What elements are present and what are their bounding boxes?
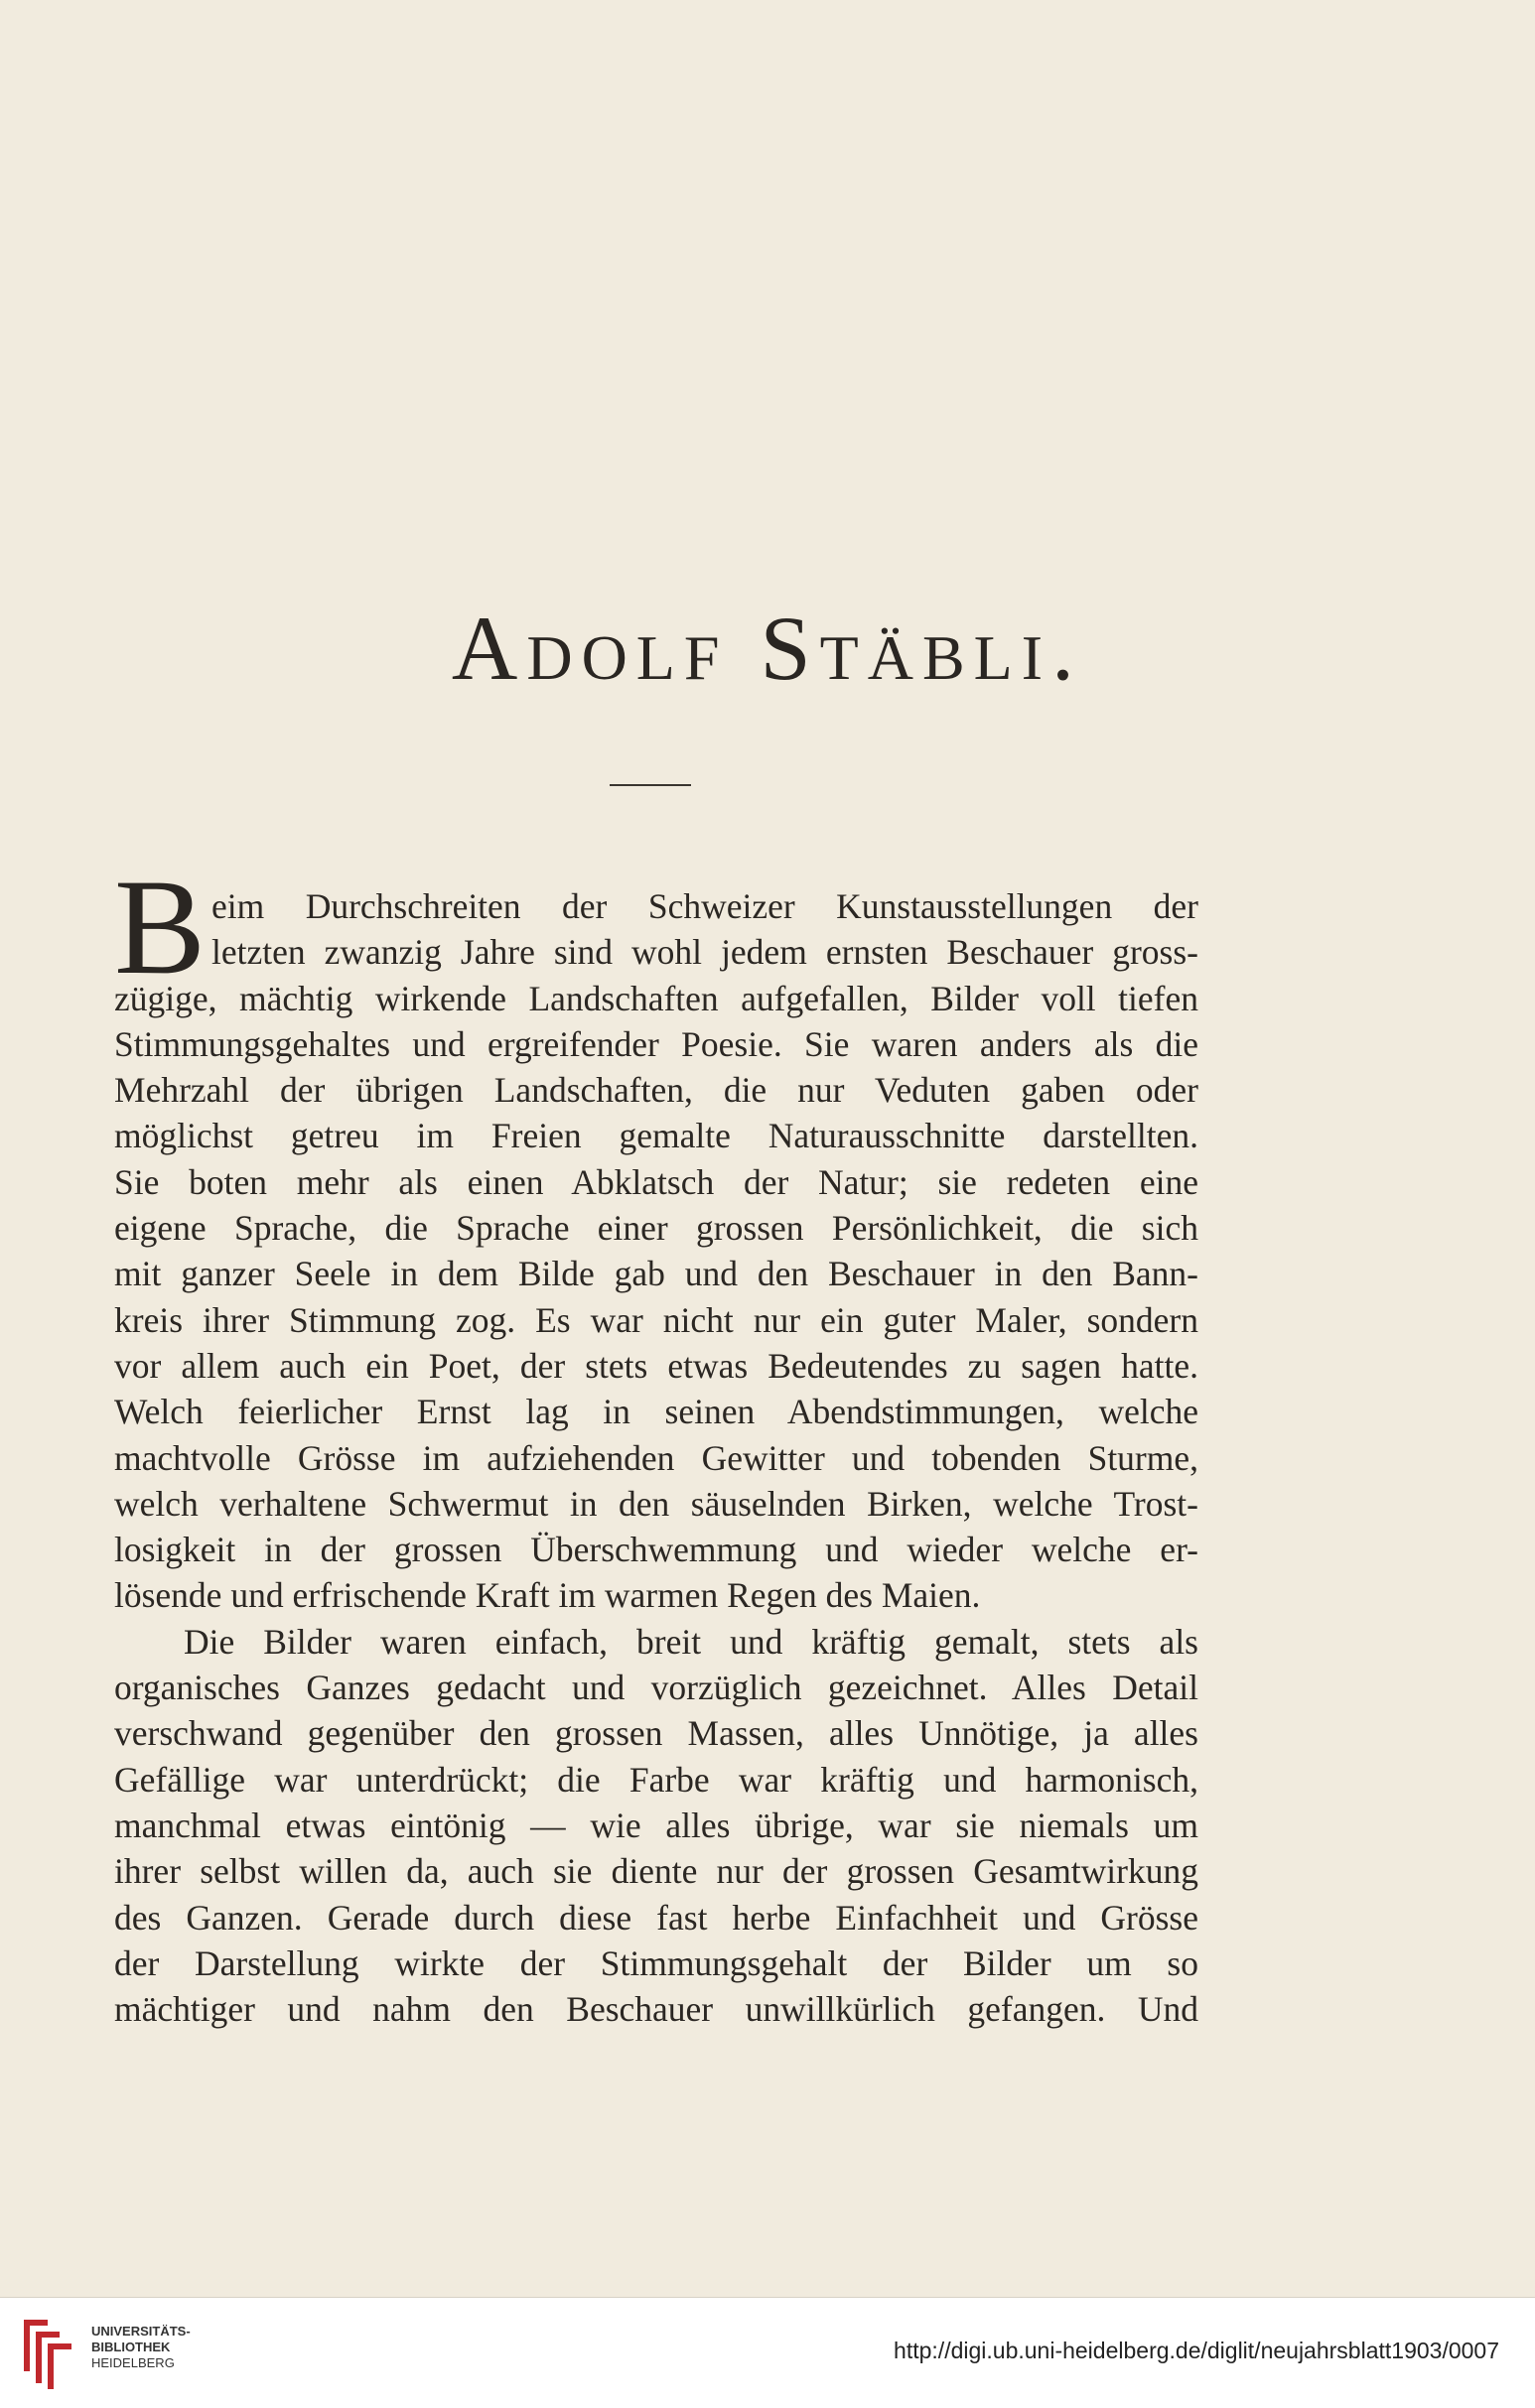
text-line: eigene Sprache, die Sprache einer grossen Persönlichkeit, die sich [114,1208,1198,1249]
text-line: welch verhaltene Schwermut in den säuselnden Birken, welche Trost- [114,1483,1198,1524]
library-name-line: BIBLIOTHEK [91,2340,171,2354]
text-line: ihrer selbst willen da, auch sie diente nur der grossen Gesamtwirkung [114,1851,1198,1892]
text-line: mit ganzer Seele in dem Bilde gab und den Beschauer in den Bann- [114,1254,1198,1294]
page-title: Adolf Stäbli. [451,598,1084,699]
library-name-line: HEIDELBERG [91,2355,175,2370]
text-line: mächtiger und nahm den Beschauer unwillkürlich gefangen. Und [114,1989,1198,2030]
text-line: machtvolle Grösse im aufziehenden Gewitter und tobenden Sturme, [114,1437,1198,1478]
viewer-footer [0,2297,1535,2408]
title-divider [610,784,691,786]
text-line: der Darstellung wirkte der Stimmungsgehalt der Bilder um so [114,1942,1198,1983]
text-line: eim Durchschreiten der Schweizer Kunstausstellungen der [211,886,1198,926]
text-line: verschwand gegenüber den grossen Massen, alles Unnötige, ja alles [114,1713,1198,1754]
text-line: losigkeit in der grossen Überschwemmung und wieder welche er- [114,1530,1198,1570]
text-line: lösende und erfrischende Kraft im warmen Regen des Maien. [114,1575,981,1616]
library-name-line: UNIVERSITÄTS- [91,2324,191,2339]
text-line: zügige, mächtig wirkende Landschaften aufgefallen, Bilder voll tiefen [114,978,1198,1018]
text-line: Die Bilder waren einfach, breit und kräftig gemalt, stets als [184,1621,1198,1662]
permalink-url[interactable]: http://digi.ub.uni-heidelberg.de/diglit/neujahrsblatt1903/0007 [894,2338,1499,2363]
drop-cap: B [114,851,207,1003]
text-line: Sie boten mehr als einen Abklatsch der Natur; sie redeten eine [114,1161,1198,1202]
text-line: Welch feierlicher Ernst lag in seinen Abendstimmungen, welche [114,1392,1198,1432]
text-line: vor allem auch ein Poet, der stets etwas Bedeutendes zu sagen hatte. [114,1345,1198,1386]
body-text [114,883,1198,2032]
library-logo-icon[interactable] [14,2312,79,2393]
text-line: letzten zwanzig Jahre sind wohl jedem ernsten Beschauer gross- [211,932,1198,973]
text-line: Stimmungsgehaltes und ergreifender Poesie. Sie waren anders als die [114,1023,1198,1064]
text-line: möglichst getreu im Freien gemalte Naturausschnitte darstellten. [114,1116,1198,1156]
text-line: manchmal etwas eintönig — wie alles übrige, war sie niemals um [114,1805,1198,1845]
text-line: organisches Ganzes gedacht und vorzüglich gezeichnet. Alles Detail [114,1668,1198,1708]
text-line: Mehrzahl der übrigen Landschaften, die nur Veduten gaben oder [114,1070,1198,1111]
text-line: des Ganzen. Gerade durch diese fast herbe Einfachheit und Grösse [114,1897,1198,1938]
library-name[interactable] [91,2324,191,2371]
text-line: Gefällige war unterdrückt; die Farbe war kräftig und harmonisch, [114,1759,1198,1800]
text-line: kreis ihrer Stimmung zog. Es war nicht nur ein guter Maler, sondern [114,1299,1198,1340]
